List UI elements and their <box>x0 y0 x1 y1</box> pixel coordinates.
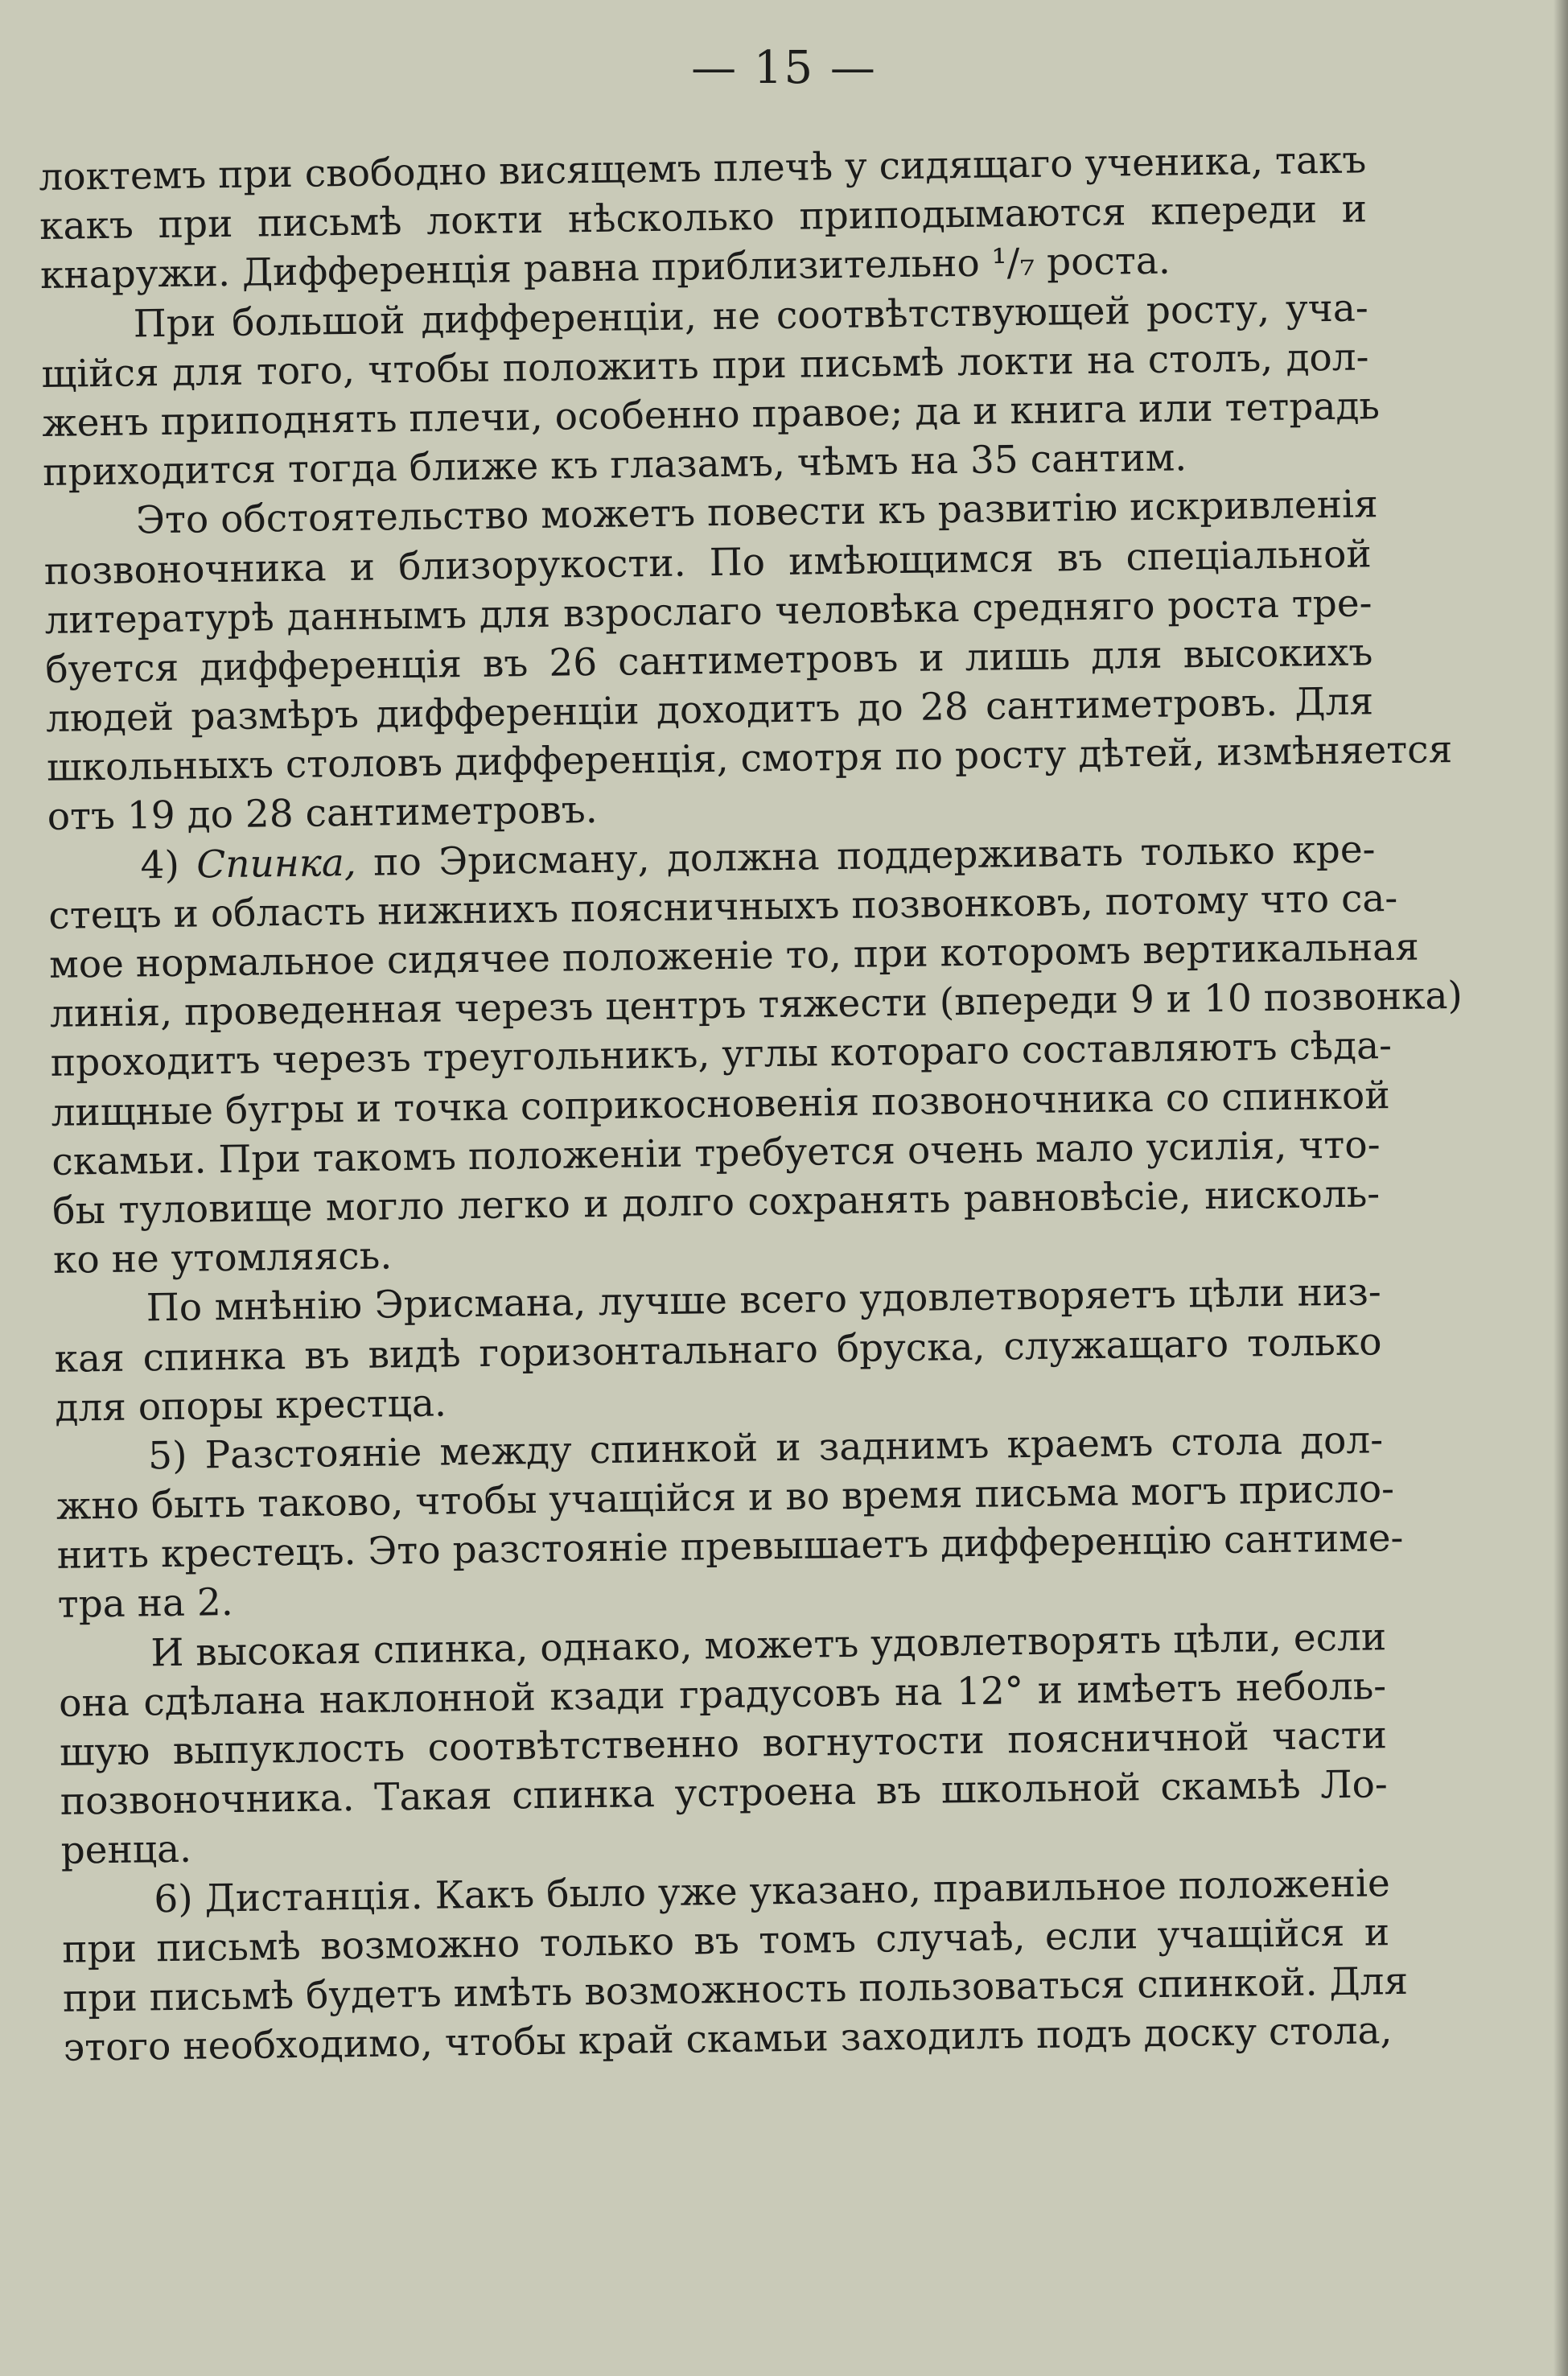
page-edge-shadow <box>1554 0 1568 2376</box>
text-line: тра на 2. <box>57 1580 234 1628</box>
text-line: По мнѣнію Эрисмана, лучше всего удовлетворяетъ цѣли низ- <box>146 1270 1382 1331</box>
text-line: приходится тогда ближе къ глазамъ, чѣмъ на 35 сантим. <box>42 435 1187 496</box>
text-line: позвоночника и близорукости. По имѣющимся въ спеціальной <box>43 531 1373 594</box>
text-line: 6) Дистанція. Какъ было уже указано, правильное положеніе <box>154 1860 1391 1921</box>
text-line: какъ при письмѣ локти нѣсколько приподымаются кпереди и <box>39 187 1368 249</box>
text-line: И высокая спинка, однако, можетъ удовлетворять цѣли, если <box>150 1614 1387 1675</box>
page-body-text <box>39 135 1463 2073</box>
text-line: щійся для того, чтобы положить при письмѣ локти на столъ, дол- <box>41 335 1369 397</box>
text-line: ренца. <box>60 1827 192 1874</box>
text-line: кая спинка въ видѣ горизонтальнаго бруска, служащаго только <box>54 1319 1382 1382</box>
text-line: Это обстоятельство можетъ повести къ развитію искривленія <box>135 482 1379 543</box>
text-line: ко не утомляясь. <box>52 1233 393 1283</box>
text-line: лищные бугры и точка соприкосновенія позвоночника со спинкой <box>51 1073 1390 1135</box>
text-line: кнаружи. Дифференція равна приблизительно ¹/₇ роста. <box>39 238 1171 299</box>
text-line: бы туловище могло легко и долго сохранять равновѣсіе, нисколь- <box>51 1172 1381 1233</box>
text-line: При большой дифференціи, не соотвѣтствующей росту, уча- <box>133 285 1369 347</box>
text-line: позвоночника. Такая спинка устроена въ школьной скамьѣ Ло- <box>60 1762 1389 1825</box>
text-line: мое нормальное сидячее положеніе то, при которомъ вертикальная <box>48 924 1420 987</box>
section-4-term: Спинка, <box>195 840 357 887</box>
text-line: при письмѣ возможно только въ томъ случаѣ, если учащійся и <box>61 1909 1390 1972</box>
page-number: — 15 — <box>691 42 877 94</box>
text-line: скамьи. При такомъ положеніи требуется очень мало усилія, что- <box>51 1122 1381 1184</box>
text-line: нить крестецъ. Это разстояніе превышаетъ дифференцію сантиме- <box>56 1516 1404 1579</box>
text-line: школьныхъ столовъ дифференція, смотря по росту дѣтей, измѣняется <box>46 727 1453 791</box>
text-line: она сдѣлана наклонной кзади градусовъ на 12° и имѣетъ неболь- <box>58 1664 1387 1726</box>
text-line: для опоры крестца. <box>55 1381 447 1431</box>
text-line: жно быть таково, чтобы учащійся и во время письма могъ прислo- <box>56 1467 1395 1529</box>
text-line: литературѣ даннымъ для взрослаго человѣка средняго роста тре- <box>44 581 1373 643</box>
text-line: отъ 19 до 28 сантиметровъ. <box>47 788 598 840</box>
section-4-rest: по Эрисману, должна поддерживать только кре- <box>356 826 1376 885</box>
text-line: шую выпуклость соотвѣтственно вогнутости поясничной части <box>59 1713 1388 1775</box>
text-line: 5) Разстояніе между спинкой и заднимъ краемъ стола дол- <box>147 1418 1384 1479</box>
text-line: буется дифференція въ 26 сантиметровъ и лишь для высокихъ <box>45 630 1373 692</box>
text-line: локтемъ при свободно висящемъ плечѣ у сидящаго ученика, такъ <box>39 138 1367 200</box>
text-line: при письмѣ будетъ имѣть возможность пользоваться спинкой. Для <box>62 1958 1409 2021</box>
text-line: женъ приподнять плечи, особенно правое; да и книга или тетрадь <box>42 384 1381 446</box>
text-line: проходитъ черезъ треугольникъ, углы котораго составляютъ сѣда- <box>50 1023 1393 1086</box>
section-4-number: 4) <box>140 842 180 888</box>
text-line: людей размѣръ дифференціи доходитъ до 28 сантиметровъ. Для <box>45 679 1374 741</box>
text-line: линія, проведенная черезъ центръ тяжести (впереди 9 и 10 позвонка) <box>49 974 1463 1037</box>
text-line: этого необходимо, чтобы край скамьи заходилъ подъ доску стола, <box>63 2008 1393 2070</box>
text-line: стецъ и область нижнихъ поясничныхъ позвонковъ, потому что са- <box>48 875 1398 938</box>
